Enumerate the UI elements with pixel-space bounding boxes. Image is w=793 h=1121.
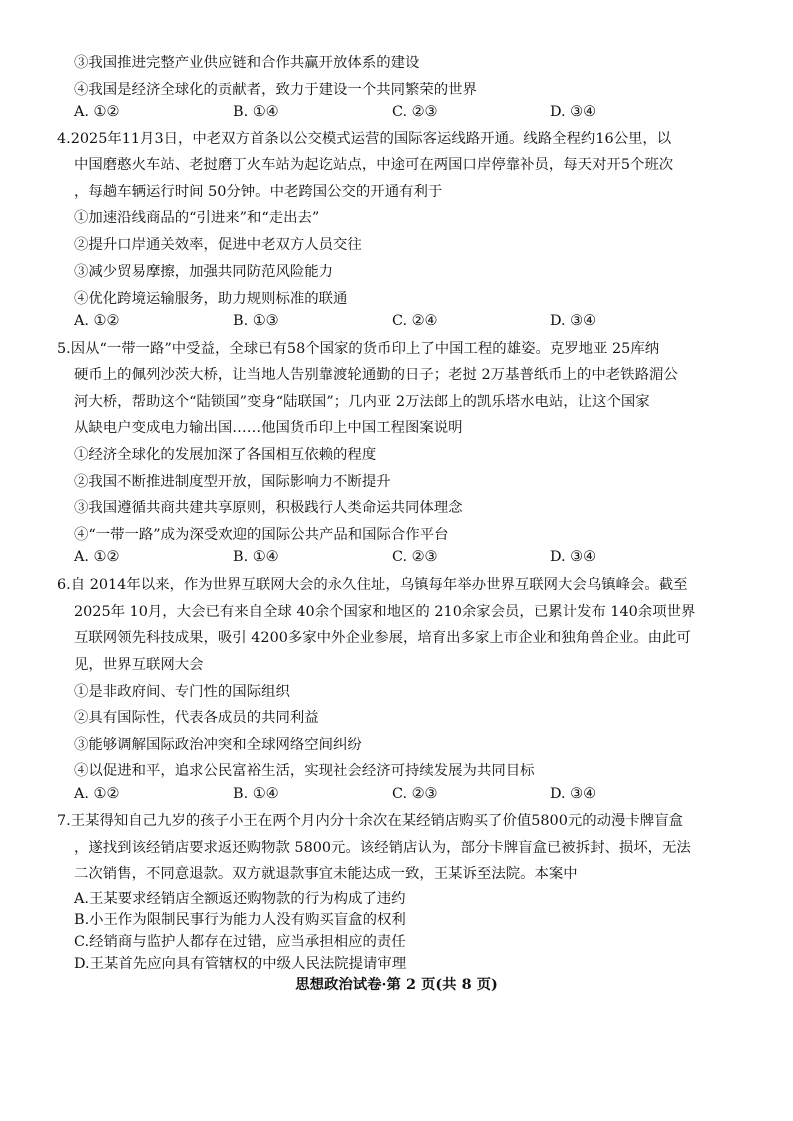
choice-line: A.王某要求经销店全额返还购物款的行为构成了违约 bbox=[74, 891, 406, 907]
option-c: C. ②④ bbox=[392, 313, 438, 329]
option-c: C. ②③ bbox=[392, 104, 438, 120]
choice-line: D.王某首先应向具有管辖权的中级人民法院提请审理 bbox=[74, 956, 407, 972]
question-text-line: 见，世界互联网大会 bbox=[74, 657, 204, 673]
option-c: C. ②③ bbox=[392, 786, 438, 802]
choice-line: B.小王作为限制民事行为能力人没有购买盲盒的权利 bbox=[74, 912, 406, 928]
option-d: D. ③④ bbox=[550, 549, 596, 565]
choice-line: ①是非政府间、专门性的国际组织 bbox=[74, 684, 290, 700]
choice-line: ④“一带一路”成为深受欢迎的国际公共产品和国际合作平台 bbox=[74, 527, 449, 543]
choice-line: ②我国不断推进制度型开放，国际影响力不断提升 bbox=[74, 474, 391, 490]
choice-line: ③我国推进完整产业供应链和合作共赢开放体系的建设 bbox=[74, 55, 420, 71]
question-text-line: 河大桥，帮助这个“陆锁国”变身“陆联国”；几内亚 2万法郎上的凯乐塔水电站，让这个国家 bbox=[74, 394, 650, 410]
question-6-text: 6.自 2014年以来，作为世界互联网大会的永久住址，乌镇每年举办世界互联网大会乌镇峰会。截至 bbox=[57, 577, 688, 593]
choice-line: ③能够调解国际政治冲突和全球网络空间纠纷 bbox=[74, 737, 362, 753]
choice-line: ③减少贸易摩擦，加强共同防范风险能力 bbox=[74, 264, 334, 280]
option-b: B. ①④ bbox=[233, 549, 279, 565]
question-text-line: 二次销售，不同意退款。双方就退款事宜未能达成一致，王某诉至法院。本案中 bbox=[74, 866, 578, 882]
option-b: B. ①④ bbox=[233, 104, 279, 120]
question-text-line: 从缺电户变成电力输出国……他国货币印上中国工程图案说明 bbox=[74, 420, 463, 436]
answer-options bbox=[74, 312, 714, 330]
choice-line: ①经济全球化的发展加深了各国相互依赖的程度 bbox=[74, 447, 377, 463]
question-text-line: ，遂找到该经销店要求返还购物款 5800元。该经销店认为，部分卡牌盲盒已被拆封、损坏，无法 bbox=[74, 840, 691, 856]
question-text-line: 2025年 10月，大会已有来自全球 40余个国家和地区的 210余家会员，已累计发布 140余项世界 bbox=[74, 604, 696, 620]
page-footer: 思想政治试卷·第 2 页(共 8 页) bbox=[295, 976, 498, 993]
answer-options bbox=[74, 785, 714, 803]
choice-line: ④优化跨境运输服务，助力规则标准的联通 bbox=[74, 291, 348, 307]
choice-line: C.经销商与监护人都存在过错，应当承担相应的责任 bbox=[74, 934, 406, 950]
option-a: A. ①② bbox=[74, 313, 120, 329]
question-7-text: 7.王某得知自己九岁的孩子小王在两个月内分十余次在某经销店购买了价值5800元的动漫卡牌盲盒 bbox=[57, 813, 683, 829]
answer-options bbox=[74, 548, 714, 566]
option-c: C. ②③ bbox=[392, 549, 438, 565]
option-b: B. ①④ bbox=[233, 786, 279, 802]
option-a: A. ①② bbox=[74, 786, 120, 802]
question-text-line: 硬币上的佩列沙茨大桥，让当地人告别靠渡轮通勤的日子；老挝 2万基普纸币上的中老铁路湄公 bbox=[74, 367, 678, 383]
question-4-text: 4.2025年11月3日，中老双方首条以公交模式运营的国际客运线路开通。线路全程约16公里，以 bbox=[57, 131, 672, 147]
choice-line: ②具有国际性，代表各成员的共同利益 bbox=[74, 710, 319, 726]
choice-line: ①加速沿线商品的“引进来”和“走出去” bbox=[74, 210, 320, 226]
question-text-line: ，每趟车辆运行时间 50分钟。中老跨国公交的开通有利于 bbox=[74, 184, 443, 200]
option-b: B. ①③ bbox=[233, 313, 279, 329]
choice-line: ④我国是经济全球化的贡献者，致力于建设一个共同繁荣的世界 bbox=[74, 82, 477, 98]
choice-line: ③我国遵循共商共建共享原则，积极践行人类命运共同体理念 bbox=[74, 500, 463, 516]
question-text-line: 中国磨憨火车站、老挝磨丁火车站为起讫站点，中途可在两国口岸停靠补员，每天对开5个班次 bbox=[74, 157, 674, 173]
option-d: D. ③④ bbox=[550, 104, 596, 120]
question-text-line: 互联网领先科技成果，吸引 4200多家中外企业参展，培育出多家上市企业和独角兽企业。由此可 bbox=[74, 630, 691, 646]
option-a: A. ①② bbox=[74, 549, 120, 565]
question-5-text: 5.因从“一带一路”中受益，全球已有58个国家的货币印上了中国工程的雄姿。克罗地亚 25库纳 bbox=[57, 341, 660, 357]
answer-options bbox=[74, 103, 714, 121]
choice-line: ④以促进和平，追求公民富裕生活，实现社会经济可持续发展为共同目标 bbox=[74, 763, 535, 779]
option-d: D. ③④ bbox=[550, 313, 596, 329]
option-d: D. ③④ bbox=[550, 786, 596, 802]
choice-line: ②提升口岸通关效率，促进中老双方人员交往 bbox=[74, 237, 362, 253]
option-a: A. ①② bbox=[74, 104, 120, 120]
